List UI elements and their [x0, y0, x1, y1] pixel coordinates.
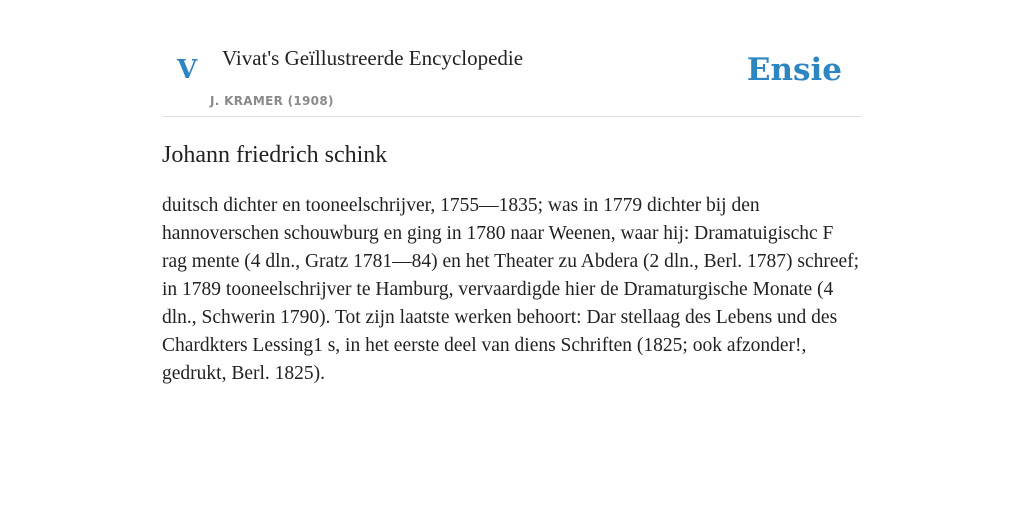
- book-title[interactable]: Vivat's Geïllustreerde Encyclopedie: [222, 46, 524, 70]
- ensie-logo-link[interactable]: Ensie: [746, 52, 842, 88]
- header: [162, 0, 862, 117]
- entry-title: Johann friedrich schink: [162, 142, 388, 168]
- entry-text: duitsch dichter en tooneelschrijver, 1755—1835; was in 1779 dichter bij den hannoverschen schouwburg en ging in 1780 naar Weenen, waar hij: Dramatuigischc F rag mente (4 dln., Gratz 1781—84) en het Theater zu Abdera (2 dln., Berl. 1787) schreef; in 1789 tooneelschrijver te Hamburg, vervaardigde hier de Dramaturgische Monate (4 dln., Schwerin 1790). Tot zijn laatste werken behoort: Dar stellaag des Lebens und des Chardkters Lessing1 s, in het eerste deel van diens Schriften (1825; ook afzonder!, gedrukt, Berl. 1825).: [162, 195, 860, 384]
- book-author: J. KRAMER (1908): [210, 94, 334, 108]
- book-logo-link[interactable]: V: [177, 55, 198, 85]
